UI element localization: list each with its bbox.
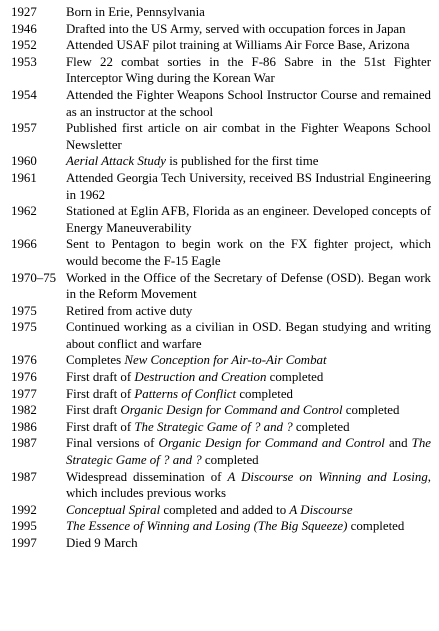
description-text: completed [342, 403, 400, 418]
work-title: Organic Design for Command and Control [120, 403, 343, 418]
work-title: Aerial Attack Study [66, 154, 166, 169]
description-text: First draft of [66, 370, 135, 385]
entry-year: 1987 [11, 436, 37, 451]
entry-year: 1982 [11, 403, 37, 418]
work-title: Organic Design for Command and Control [158, 436, 385, 451]
entry-year: 1957 [11, 121, 37, 136]
timeline-entry [11, 54, 431, 87]
entry-description [66, 87, 431, 120]
entry-year: 1977 [11, 386, 37, 401]
entry-year: 1953 [11, 54, 37, 69]
timeline-entry [11, 4, 431, 21]
entry-year: 1976 [11, 370, 37, 385]
description-text: Completes [66, 353, 125, 368]
description-text: and [384, 436, 412, 451]
entry-description [66, 386, 431, 403]
timeline-entry [11, 369, 431, 386]
entry-year: 1970–75 [11, 270, 57, 285]
description-text: First draft of [66, 386, 135, 401]
entry-year: 1962 [11, 204, 37, 219]
entry-year: 1961 [11, 170, 37, 185]
description-text: Attended the Fighter Weapons School Instructor Course and remained as an instructor at the school [66, 87, 431, 119]
timeline-entry [11, 120, 431, 153]
timeline-entry [11, 270, 431, 303]
work-title: Destruction and Creation [134, 370, 267, 385]
description-text: Final versions of [66, 436, 159, 451]
description-text: Flew 22 combat sorties in the F-86 Sabre in the 51st Fighter Interceptor Wing during the Korean War [66, 54, 431, 86]
timeline-entry [11, 203, 431, 236]
description-text: Born in Erie, Pennsylvania [66, 5, 205, 19]
entry-description [66, 170, 431, 203]
entry-description [66, 402, 431, 419]
timeline-entry [11, 21, 431, 38]
timeline-entry [11, 419, 431, 436]
timeline-entry [11, 170, 431, 203]
entry-year: 1946 [11, 21, 37, 36]
timeline-entry [11, 319, 431, 352]
description-text: Attended Georgia Tech University, received BS Industrial Engineering in 1962 [66, 170, 431, 202]
timeline-entry [11, 153, 431, 170]
timeline-entry [11, 303, 431, 320]
timeline-entry [11, 435, 431, 468]
entry-description [66, 435, 431, 468]
description-text: Stationed at Eglin AFB, Florida as an engineer. Developed concepts of Energy Maneuverability [66, 204, 431, 235]
entry-description [66, 21, 431, 38]
timeline-entry [11, 87, 431, 120]
timeline-entry [11, 352, 431, 369]
description-text: completed [347, 519, 405, 534]
entry-year: 1954 [11, 87, 37, 102]
timeline-list [11, 4, 431, 552]
entry-description [66, 120, 431, 153]
entry-description [66, 518, 431, 535]
entry-description [66, 236, 431, 269]
description-text: completed [266, 370, 324, 385]
timeline-entry [11, 502, 431, 519]
description-text: Sent to Pentagon to begin work on the FX fighter project, which would become the F-15 Eagle [66, 237, 431, 268]
entry-description [66, 352, 431, 369]
work-title: New Conception for Air-to-Air Combat [124, 353, 327, 368]
description-text: Drafted into the US Army, served with occupation forces in Japan [66, 21, 406, 36]
work-title: The Strategic Game of ? and ? [66, 436, 431, 468]
timeline-entry [11, 386, 431, 403]
entry-description [66, 153, 431, 170]
entry-description [66, 54, 431, 87]
entry-year: 1927 [11, 5, 37, 19]
entry-year: 1997 [11, 536, 37, 550]
timeline-entry [11, 518, 431, 535]
work-title: A Discourse [289, 502, 353, 517]
entry-description [66, 270, 431, 303]
work-title: Patterns of Conflict [134, 386, 237, 401]
work-title: The Strategic Game of ? and ? [134, 419, 293, 434]
description-text: Continued working as a civilian in OSD. Began studying and writing about conflict and warfare [66, 320, 431, 351]
timeline-entry [11, 469, 431, 502]
description-text: completed [236, 386, 294, 401]
entry-description [66, 502, 431, 519]
timeline-entry [11, 236, 431, 269]
timeline-entry [11, 37, 431, 54]
description-text: , which includes previous works [66, 469, 431, 501]
description-text: is published for the first time [166, 154, 319, 169]
entry-year: 1995 [11, 519, 37, 534]
entry-description [66, 469, 431, 502]
timeline-entry [11, 535, 431, 552]
description-text: Worked in the Office of the Secretary of Defense (OSD). Began work in the Reform Movement [66, 270, 431, 302]
entry-description [66, 419, 431, 436]
entry-year: 1976 [11, 353, 37, 368]
entry-year: 1975 [11, 303, 37, 318]
description-text: Retired from active duty [66, 303, 193, 318]
entry-description [66, 369, 431, 386]
entry-year: 1986 [11, 419, 37, 434]
entry-year: 1966 [11, 237, 37, 252]
work-title: A Discourse on Winning and Losing [227, 469, 428, 484]
entry-year: 1992 [11, 502, 37, 517]
description-text: Died 9 March [66, 536, 138, 550]
description-text: completed [201, 453, 259, 468]
description-text: Widespread dissemination of [66, 469, 228, 484]
entry-description [66, 319, 431, 352]
entry-description [66, 203, 431, 236]
description-text: First draft of [66, 419, 135, 434]
entry-year: 1987 [11, 469, 37, 484]
entry-year: 1975 [11, 320, 37, 335]
entry-year: 1952 [11, 38, 37, 53]
description-text: completed and added to [160, 502, 290, 517]
work-title: Conceptual Spiral [66, 502, 161, 517]
entry-year: 1960 [11, 154, 37, 169]
timeline-entry [11, 402, 431, 419]
work-title: The Essence of Winning and Losing (The Big Squeeze) [66, 519, 348, 534]
description-text: First draft [66, 403, 121, 418]
entry-description [66, 4, 431, 21]
entry-description [66, 303, 431, 320]
description-text: Published first article on air combat in the Fighter Weapons School Newsletter [66, 121, 431, 152]
description-text: completed [292, 419, 350, 434]
entry-description [66, 535, 431, 552]
entry-description [66, 37, 431, 54]
description-text: Attended USAF pilot training at Williams Air Force Base, Arizona [66, 38, 410, 53]
